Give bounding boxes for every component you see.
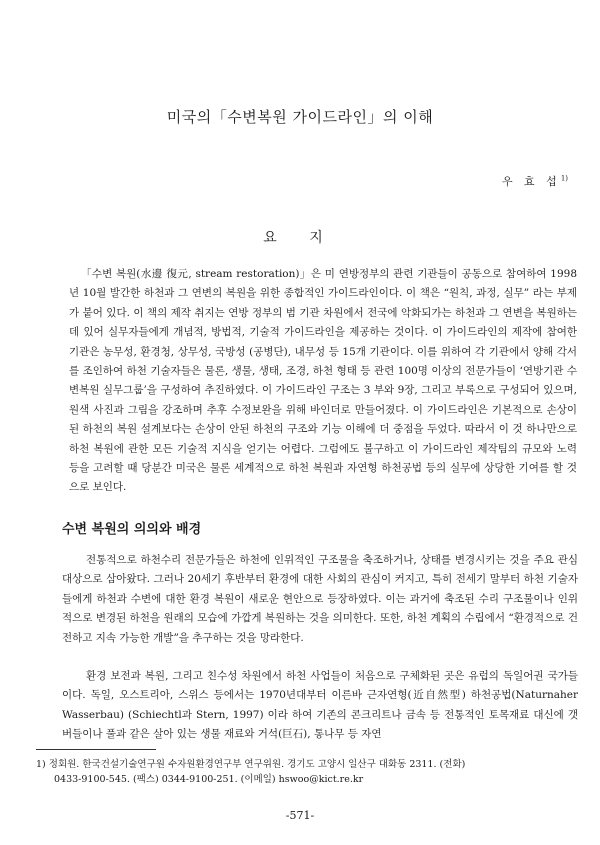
footnote — [36, 757, 566, 787]
abstract-text: 「수변 복원(水邊 復元, stream restoration)」은 미 연방정부의 관련 기관들이 공동으로 참여하여 1998년 10월 발간한 하천과 그 연변의 복원을 위한 종합적인 가이드라인이다. 이 책은 “원칙, 과정, 실무” 라는 부제가 붙어 있다. 이 책의 제작 취지는 연방 정부의 범 기관 차원에서 전국에 악화되가는 하천과 그 연변을 복원하는데 있어 실무자들에게 개념적, 방법적, 기술적 가이드라인을 제공하는 것이다. 이 가이드라인의 제작에 참여한 기관은 농무성, 환경청, 상무성, 국방성 (공병단), 내무성 등 15개 기관이다. 이를 위하여 각 기관에서 양해 각서를 조인하여 하천 기술자들은 물론, 생물, 생태, 조경, 하천 형태 등 관련 100명 이상의 전문가들이 ‘연방기관 수변복원 실무그룹’을 구성하여 추진하였다. 이 가이드라인 구조는 3 부와 9장, 그리고 부록으로 구성되어 있으며, 원색 사진과 그림을 강조하며 추후 수정보완을 위해 바인더로 만들어졌다. 이 가이드라인은 기본적으로 손상이 된 하천의 복원 설계보다는 손상이 안된 하천의 구조와 기능 이해에 더 중점을 두었다. 따라서 이 것 하나만으로 하천 복원에 관한 모든 기술적 지식을 얻기는 어렵다. 그럼에도 불구하고 이 가이드라인 제작팀의 규모와 노력 등을 고려할 때 당분간 미국은 물론 세계적으로 하천 복원과 자연형 하천공법 등의 실무에 상당한 기여를 할 것으로 보인다. — [69, 268, 577, 494]
author-footnote-mark: 1) — [560, 174, 568, 183]
paper-title: 미국의「수변복원 가이드라인」의 이해 — [166, 108, 434, 126]
author-name: 우 효 섭 — [501, 175, 561, 188]
page-number: -571- — [285, 809, 315, 822]
footnote-line-1: 1) 정회원. 한국건설기술연구원 수자원환경연구부 연구위원. 경기도 고양시 일산구 대화동 2311. (전화) — [36, 759, 466, 770]
footnote-line-2: 0433-9100-545. (팩스) 0344-9100-251. (이메일) hswoo@kict.re.kr — [54, 774, 364, 785]
footnote-divider — [36, 749, 156, 750]
body-paragraph: 전통적으로 하천수리 전문가들은 하천에 인위적인 구조물을 축조하거나, 상태를 변경시키는 것을 주요 관심 대상으로 삼아왔다. 그러나 20세기 후반부터 환경에 대한 사회의 관심이 커지고, 특히 전세기 말부터 하천 기술자들에게 하천과 수변에 대한 환경 복원이 새로운 현안으로 등장하였다. 이는 과거에 축조된 수리 구조물이나 인위적으로 변경된 하천을 원래의 모습에 가깝게 복원하는 것을 의미한다. 또한, 하천 계획의 수립에서 “환경적으로 건전하고 지속 가능한 개발”을 추구하는 것을 망라한다. — [62, 554, 578, 644]
body-paragraph: 환경 보전과 복원, 그리고 친수성 차원에서 하천 사업들이 처음으로 구체화된 곳은 유럽의 독일어권 국가들이다. 독일, 오스트리아, 스위스 등에서는 1970년대부터 이른바 근자연형(近自然型) 하천공법(Naturnaher Wasserbau) (Schiechtl과 Stern, 1997) 이라 하여 기존의 콘크리트나 금속 등 전통적인 토목재료 대신에 갯버들이나 풀과 같은 살아 있는 생물 재료와 거석(巨石), 통나무 등 자연 — [62, 670, 578, 741]
author-line — [502, 173, 568, 189]
abstract-heading: 요 지 — [263, 230, 337, 246]
section-heading: 수변 복원의 의의와 배경 — [62, 522, 202, 537]
